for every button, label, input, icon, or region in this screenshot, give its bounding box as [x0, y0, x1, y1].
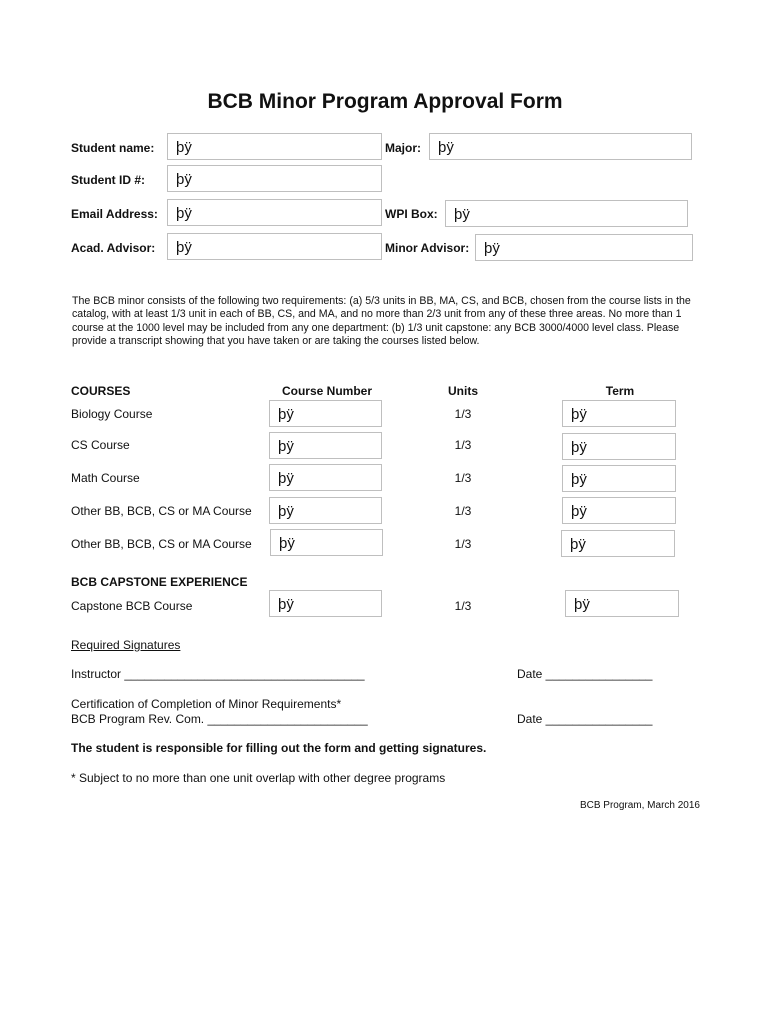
major-label: Major: — [385, 141, 421, 155]
course-name: Math Course — [71, 471, 140, 485]
course-units: 1/3 — [454, 407, 472, 421]
student-id-label: Student ID #: — [71, 173, 145, 187]
form-title: BCB Minor Program Approval Form — [207, 90, 563, 113]
capstone-number-field[interactable]: þÿ — [269, 590, 382, 617]
course-term-field[interactable]: þÿ — [561, 530, 675, 557]
course-term-field[interactable]: þÿ — [562, 497, 676, 524]
course-number-field[interactable]: þÿ — [269, 464, 382, 491]
course-name: Biology Course — [71, 407, 153, 421]
requirements-paragraph: The BCB minor consists of the following two requirements: (a) 5/3 units in BB, MA, CS, and BCB, chosen from the course lists in the catalog, with at least 1/3 unit in each of BB, CS, and MA, and no more than 2/3 unit from any of these three areas. No more than 1 course at the 1000 level may be included from any one department: (b) 1/3 unit capstone: any BCB 3000/4000 level class. Please provide a transcript showing that you have taken or are taking the courses listed below. — [72, 295, 691, 348]
acad-advisor-field[interactable]: þÿ — [167, 233, 382, 260]
student-name-field[interactable]: þÿ — [167, 133, 382, 160]
courses-header: COURSES — [71, 384, 131, 398]
acad-advisor-label: Acad. Advisor: — [71, 241, 156, 255]
footnote: * Subject to no more than one unit overlap with other degree programs — [71, 771, 446, 785]
course-units: 1/3 — [454, 537, 472, 551]
course-name: CS Course — [71, 438, 130, 452]
capstone-units: 1/3 — [454, 599, 472, 613]
course-units: 1/3 — [454, 471, 472, 485]
footer-text: BCB Program, March 2016 — [579, 800, 700, 811]
course-name: Other BB, BCB, CS or MA Course — [71, 504, 252, 518]
wpi-box-field[interactable]: þÿ — [445, 200, 688, 227]
course-term-field[interactable]: þÿ — [562, 433, 676, 460]
student-name-label: Student name: — [71, 141, 155, 155]
course-number-field[interactable]: þÿ — [269, 400, 382, 427]
responsibility-note: The student is responsible for filling out the form and getting signatures. — [71, 741, 487, 755]
units-header: Units — [448, 384, 478, 398]
wpi-box-label: WPI Box: — [385, 207, 438, 221]
course-units: 1/3 — [454, 438, 472, 452]
course-name: Other BB, BCB, CS or MA Course — [71, 537, 252, 551]
student-id-field[interactable]: þÿ — [167, 165, 382, 192]
capstone-course-name: Capstone BCB Course — [71, 599, 193, 613]
capstone-header: BCB CAPSTONE EXPERIENCE — [71, 575, 248, 589]
major-field[interactable]: þÿ — [429, 133, 692, 160]
instructor-date-line: Date ________________ — [517, 667, 653, 681]
signatures-header: Required Signatures — [71, 638, 181, 652]
email-field[interactable]: þÿ — [167, 199, 382, 226]
course-term-field[interactable]: þÿ — [562, 465, 676, 492]
minor-advisor-label: Minor Advisor: — [385, 241, 470, 255]
course-term-field[interactable]: þÿ — [562, 400, 676, 427]
course-units: 1/3 — [454, 504, 472, 518]
course-number-header: Course Number — [281, 384, 373, 398]
certification-line: Certification of Completion of Minor Requirements* — [71, 697, 342, 711]
term-header: Term — [605, 384, 635, 398]
committee-date-line: Date ________________ — [517, 712, 653, 726]
course-number-field[interactable]: þÿ — [269, 497, 382, 524]
review-committee-signature-line: BCB Program Rev. Com. ________________________ — [71, 712, 368, 726]
email-label: Email Address: — [71, 207, 158, 221]
course-number-field[interactable]: þÿ — [269, 432, 382, 459]
instructor-signature-line: Instructor ____________________________________ — [71, 667, 365, 681]
minor-advisor-field[interactable]: þÿ — [475, 234, 693, 261]
course-number-field[interactable]: þÿ — [270, 529, 383, 556]
capstone-term-field[interactable]: þÿ — [565, 590, 679, 617]
